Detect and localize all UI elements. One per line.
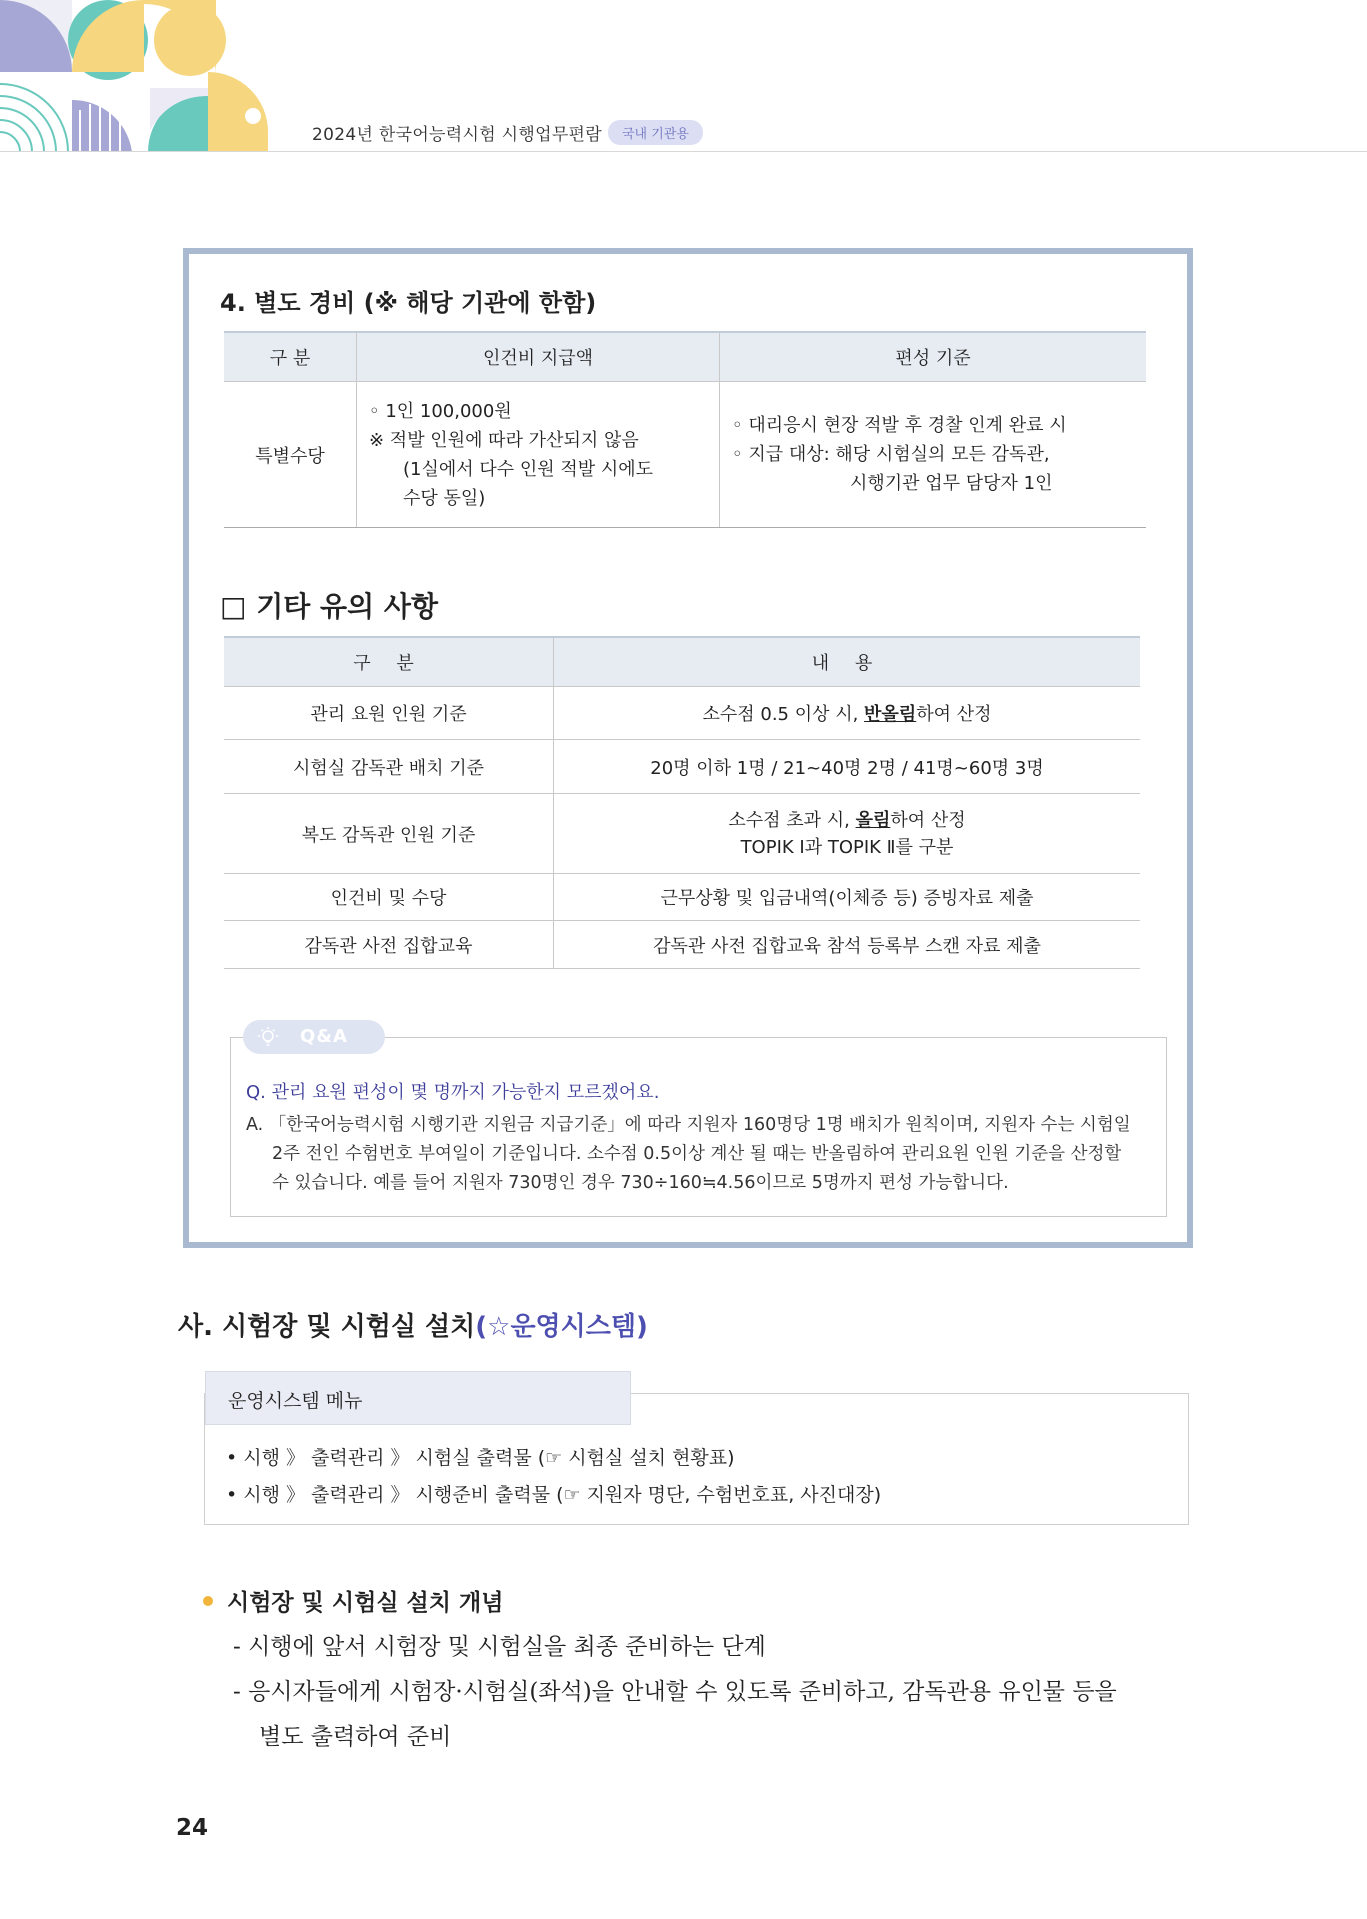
table-header: 구 분 xyxy=(224,637,554,687)
header-divider xyxy=(0,151,1367,152)
criteria-line-cont: 시행기관 업무 담당자 1인 xyxy=(850,473,1053,494)
row-label: 관리 요원 인원 기준 xyxy=(224,687,554,740)
qa-answer xyxy=(246,1111,1146,1198)
row-label: 시험실 감독관 배치 기준 xyxy=(224,740,554,794)
pay-note: ※ 적발 인원에 따라 가산되지 않음 xyxy=(369,429,639,451)
concept-line: - 시행에 앞서 시험장 및 시험실을 최종 준비하는 단계 xyxy=(233,1634,766,1660)
notes-table xyxy=(224,636,1140,969)
table-header: 인건비 지급액 xyxy=(357,332,720,382)
lightbulb-icon xyxy=(257,1026,279,1048)
row-content: 20명 이하 1명 / 21~40명 2명 / 41명~60명 3명 xyxy=(554,740,1141,794)
table-row xyxy=(224,382,1146,528)
table-row xyxy=(224,687,1140,740)
pay-cell xyxy=(357,382,720,528)
table-row xyxy=(224,921,1140,969)
row-content: 감독관 사전 집합교육 참석 등록부 스캔 자료 제출 xyxy=(554,921,1141,969)
row-content-line2: TOPIK Ⅰ과 TOPIK Ⅱ를 구분 xyxy=(740,836,954,858)
menu-label: 운영시스템 메뉴 xyxy=(205,1371,631,1425)
concept-line-cont: 별도 출력하여 준비 xyxy=(259,1724,452,1750)
qa-answer-line: 2주 전인 수험번호 부여일이 기준입니다. 소수점 0.5이상 계산 될 때는 반올림하여 관리요원 인원 기준을 산정할 xyxy=(272,1144,1122,1164)
pay-note-cont: (1실에서 다수 인원 적발 시에도 xyxy=(403,458,654,480)
menu-item: • 시행 》 출력관리 》 시행준비 출력물 (☞ 지원자 명단, 수험번호표, 사진대장) xyxy=(226,1484,882,1506)
emphasis: 올림 xyxy=(855,809,891,831)
qa-answer-line: A. 「한국어능력시험 시행기관 지원금 지급기준」에 따라 지원자 160명당 1명 배치가 원칙이며, 지원자 수는 시험일 xyxy=(246,1115,1131,1135)
table-header: 구 분 xyxy=(224,332,357,382)
row-label: 인건비 및 수당 xyxy=(224,874,554,921)
special-expense-table xyxy=(224,331,1146,528)
system-highlight: (☆운영시스템) xyxy=(475,1312,648,1342)
qa-answer-line: 수 있습니다. 예를 들어 지원자 730명인 경우 730÷160≒4.56이므로 5명까지 편성 가능합니다. xyxy=(272,1173,1009,1193)
category-cell: 특별수당 xyxy=(224,382,357,528)
section-sa-title: 사. 시험장 및 시험실 설치(☆운영시스템) xyxy=(178,1312,648,1342)
header-decoration xyxy=(0,0,300,152)
row-content: 소수점 초과 시, 올림하여 산정 TOPIK Ⅰ과 TOPIK Ⅱ를 구분 xyxy=(554,794,1141,874)
table-row xyxy=(224,874,1140,921)
section4-title: 4. 별도 경비 (※ 해당 기관에 한함) xyxy=(220,289,597,317)
qa-tab xyxy=(243,1020,385,1054)
page-number: 24 xyxy=(176,1815,209,1841)
etc-section-title: □ 기타 유의 사항 xyxy=(220,590,438,623)
document-title: 2024년 한국어능력시험 시행업무편람 xyxy=(312,125,602,145)
emphasis: 반올림 xyxy=(864,704,917,725)
row-content: 근무상황 및 입금내역(이체증 등) 증빙자료 제출 xyxy=(554,874,1141,921)
criteria-line: ◦ 지급 대상: 해당 시험실의 모든 감독관, xyxy=(732,444,1050,465)
concept-title: 시험장 및 시험실 설치 개념 xyxy=(227,1589,504,1616)
pay-note-cont: 수당 동일) xyxy=(403,487,486,509)
pay-line: ◦ 1인 100,000원 xyxy=(369,400,512,422)
table-header: 내 용 xyxy=(554,637,1141,687)
row-content: 소수점 0.5 이상 시, 반올림하여 산정 xyxy=(554,687,1141,740)
row-label: 감독관 사전 집합교육 xyxy=(224,921,554,969)
row-label: 복도 감독관 인원 기준 xyxy=(224,794,554,874)
table-row xyxy=(224,794,1140,874)
qa-tab-label: Q&A xyxy=(300,1026,348,1047)
criteria-cell xyxy=(720,382,1147,528)
concept-line: - 응시자들에게 시험장·시험실(좌석)을 안내할 수 있도록 준비하고, 감독관용 유인물 등을 xyxy=(233,1679,1117,1705)
table-header: 편성 기준 xyxy=(720,332,1147,382)
table-row xyxy=(224,740,1140,794)
audience-badge: 국내 기관용 xyxy=(608,120,703,145)
criteria-line: ◦ 대리응시 현장 적발 후 경찰 인계 완료 시 xyxy=(732,415,1067,436)
menu-item: • 시행 》 출력관리 》 시험실 출력물 (☞ 시험실 설치 현황표) xyxy=(226,1447,735,1469)
bullet-icon xyxy=(203,1596,213,1606)
qa-question: Q. 관리 요원 편성이 몇 명까지 가능한지 모르겠어요. xyxy=(246,1082,660,1103)
